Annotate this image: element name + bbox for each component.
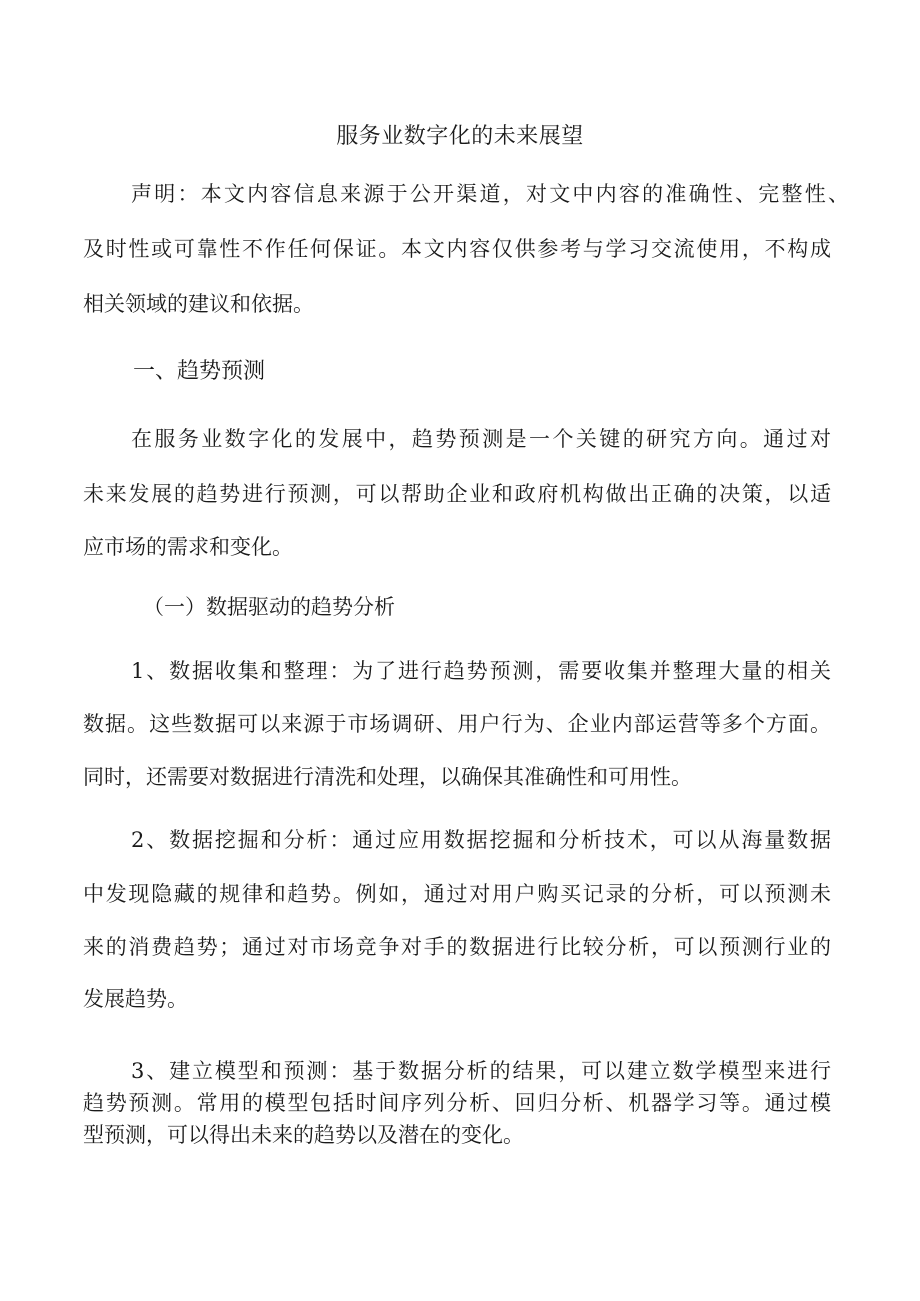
section-heading: 一、趋势预测 bbox=[133, 359, 266, 384]
item-2-line: 发展趋势。 bbox=[83, 987, 188, 1011]
item-2-line: 2、数据挖掘和分析：通过应用数据挖掘和分析技术，可以从海量数据 bbox=[131, 828, 831, 852]
disclaimer-line: 相关领域的建议和依据。 bbox=[83, 292, 314, 316]
item-1-line: 数据。这些数据可以来源于市场调研、用户行为、企业内部运营等多个方面。 bbox=[83, 712, 831, 736]
intro-line: 在服务业数字化的发展中，趋势预测是一个关键的研究方向。通过对 bbox=[131, 427, 831, 451]
item-3-line: 3、建立模型和预测：基于数据分析的结果，可以建立数学模型来进行 bbox=[131, 1059, 831, 1083]
disclaimer-line: 及时性或可靠性不作任何保证。本文内容仅供参考与学习交流使用，不构成 bbox=[83, 237, 831, 261]
item-1-line: 1、数据收集和整理：为了进行趋势预测，需要收集并整理大量的相关 bbox=[131, 659, 831, 683]
item-2-line: 中发现隐藏的规律和趋势。例如，通过对用户购买记录的分析，可以预测未 bbox=[83, 882, 831, 906]
item-3-line: 趋势预测。常用的模型包括时间序列分析、回归分析、机器学习等。通过模 bbox=[83, 1091, 831, 1115]
item-2-line: 来的消费趋势；通过对市场竞争对手的数据进行比较分析，可以预测行业的 bbox=[83, 935, 831, 959]
intro-line: 未来发展的趋势进行预测，可以帮助企业和政府机构做出正确的决策，以适 bbox=[83, 482, 831, 506]
item-1-line: 同时，还需要对数据进行清洗和处理，以确保其准确性和可用性。 bbox=[83, 765, 692, 789]
item-3-line: 型预测，可以得出未来的趋势以及潜在的变化。 bbox=[83, 1123, 524, 1147]
intro-line: 应市场的需求和变化。 bbox=[83, 535, 293, 559]
subsection-heading: （一）数据驱动的趋势分析 bbox=[143, 595, 395, 619]
disclaimer-line: 声明：本文内容信息来源于公开渠道，对文中内容的准确性、完整性、 bbox=[131, 182, 849, 206]
document-title: 服务业数字化的未来展望 bbox=[336, 124, 584, 149]
